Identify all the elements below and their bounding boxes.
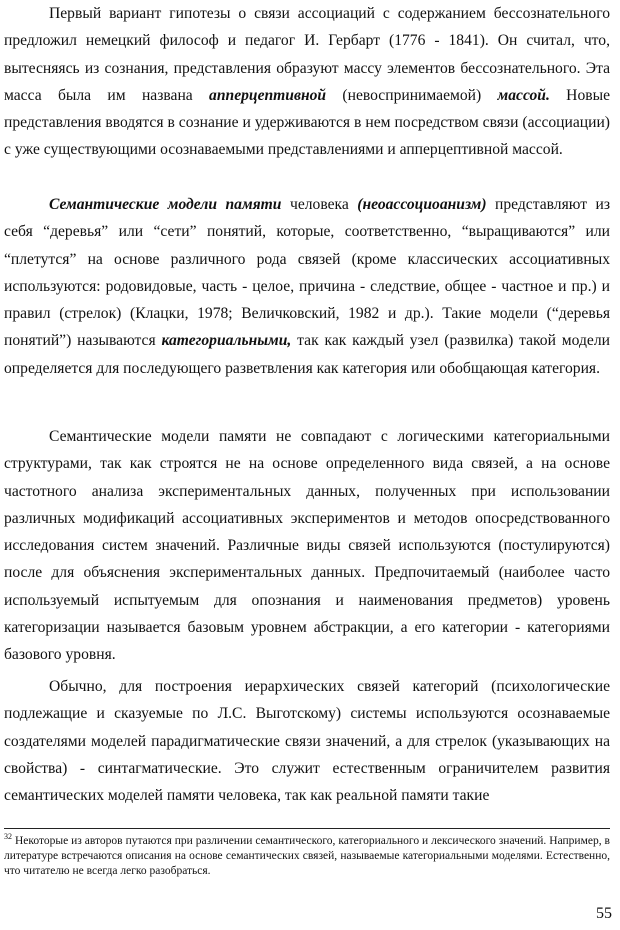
- footnote-divider: [4, 828, 610, 829]
- emphasis-term: категориальными,: [161, 332, 292, 350]
- paragraph-text: Обычно, для построения иерархических связей категорий (психологические подлежащие и сказуемые по Л.С. Выготскому) системы используются осознаваемые создателями моделей парадигматические связи значений, а для стрелок (указывающих на свойства) - синтагматические. Это служит естественным ограничителем развития семантических моделей памяти человека, так как реальной памяти такие: [4, 678, 610, 805]
- paragraph-text: Новые представления вводятся в сознание и удерживаются в нем посредством связи (ассоциации) с уже существующими осознаваемыми представлениями и апперцептивной массой.: [4, 86, 611, 159]
- paragraph-text: Первый вариант гипотезы о связи ассоциаций с содержанием бессознательного предложил немецкий философ и педагог И. Гербарт (1776 - 1841). Он считал, что, вытесняясь из сознания, представления образуют массу элементов бессознательного. Эта масса была им названа: [4, 5, 610, 104]
- paragraph-semantic-models: [4, 191, 610, 382]
- paragraph-text: так как каждый узел (развилка) такой модели определяется для последующего разветвления как категория или обобщающая категория.: [4, 332, 610, 377]
- paragraph-text: представляют из себя “деревья” или “сети” понятий, которые, соответственно, “выращиваются” или “плетутся” на основе различного рода связей (кроме классических ассоциативных используются: родовидовые, часть - целое, причина - следствие, общее - частное и пр.) и правил (стрелок) (Клацки, 1978; Величковский, 1982 и др.). Такие модели (“деревья понятий”) называются: [4, 196, 611, 350]
- paragraph-text: человека: [281, 196, 358, 213]
- emphasis-term: (неоассоциоанизм): [357, 196, 487, 213]
- emphasis-term: апперцептивной: [209, 86, 327, 104]
- emphasis-term: Семантические модели памяти: [49, 196, 282, 213]
- paragraph-text: Семантические модели памяти не совпадают с логическими категориальными структурами, так как строятся не на основе определенного вида связей, а на основе частотного анализа экспериментальных данных, полученных при использовании различных модификаций ассоциативных экспериментов и методов опосредствованного исследования систем значений. Различные виды связей используются (постулируются) после для объяснения экспериментальных данных. Предпочитаемый (наиболее часто используемый испытуемым для опознания и наименования предметов) уровень категоризации называется базовым уровнем абстракции, а его категории - категориями базового уровня.: [4, 428, 610, 664]
- footnote: [4, 834, 610, 879]
- paragraph-hierarchical-links: [4, 673, 610, 809]
- footnote-number: 32: [4, 832, 12, 842]
- footnote-text: Некоторые из авторов путаются при различении семантического, категориального и лексического значений. Например, в литературе встречаются описания на основе семантических связей, называемые категориальными моделями. Естественно, что читателю не всегда легко разобраться.: [4, 835, 610, 877]
- emphasis-term: массой.: [497, 86, 550, 104]
- paragraph-logical-structures: [4, 423, 610, 669]
- paragraph-text: (невоспринимаемой): [326, 86, 498, 104]
- page-number: 55: [596, 905, 612, 922]
- paragraph-herbart: [4, 0, 610, 164]
